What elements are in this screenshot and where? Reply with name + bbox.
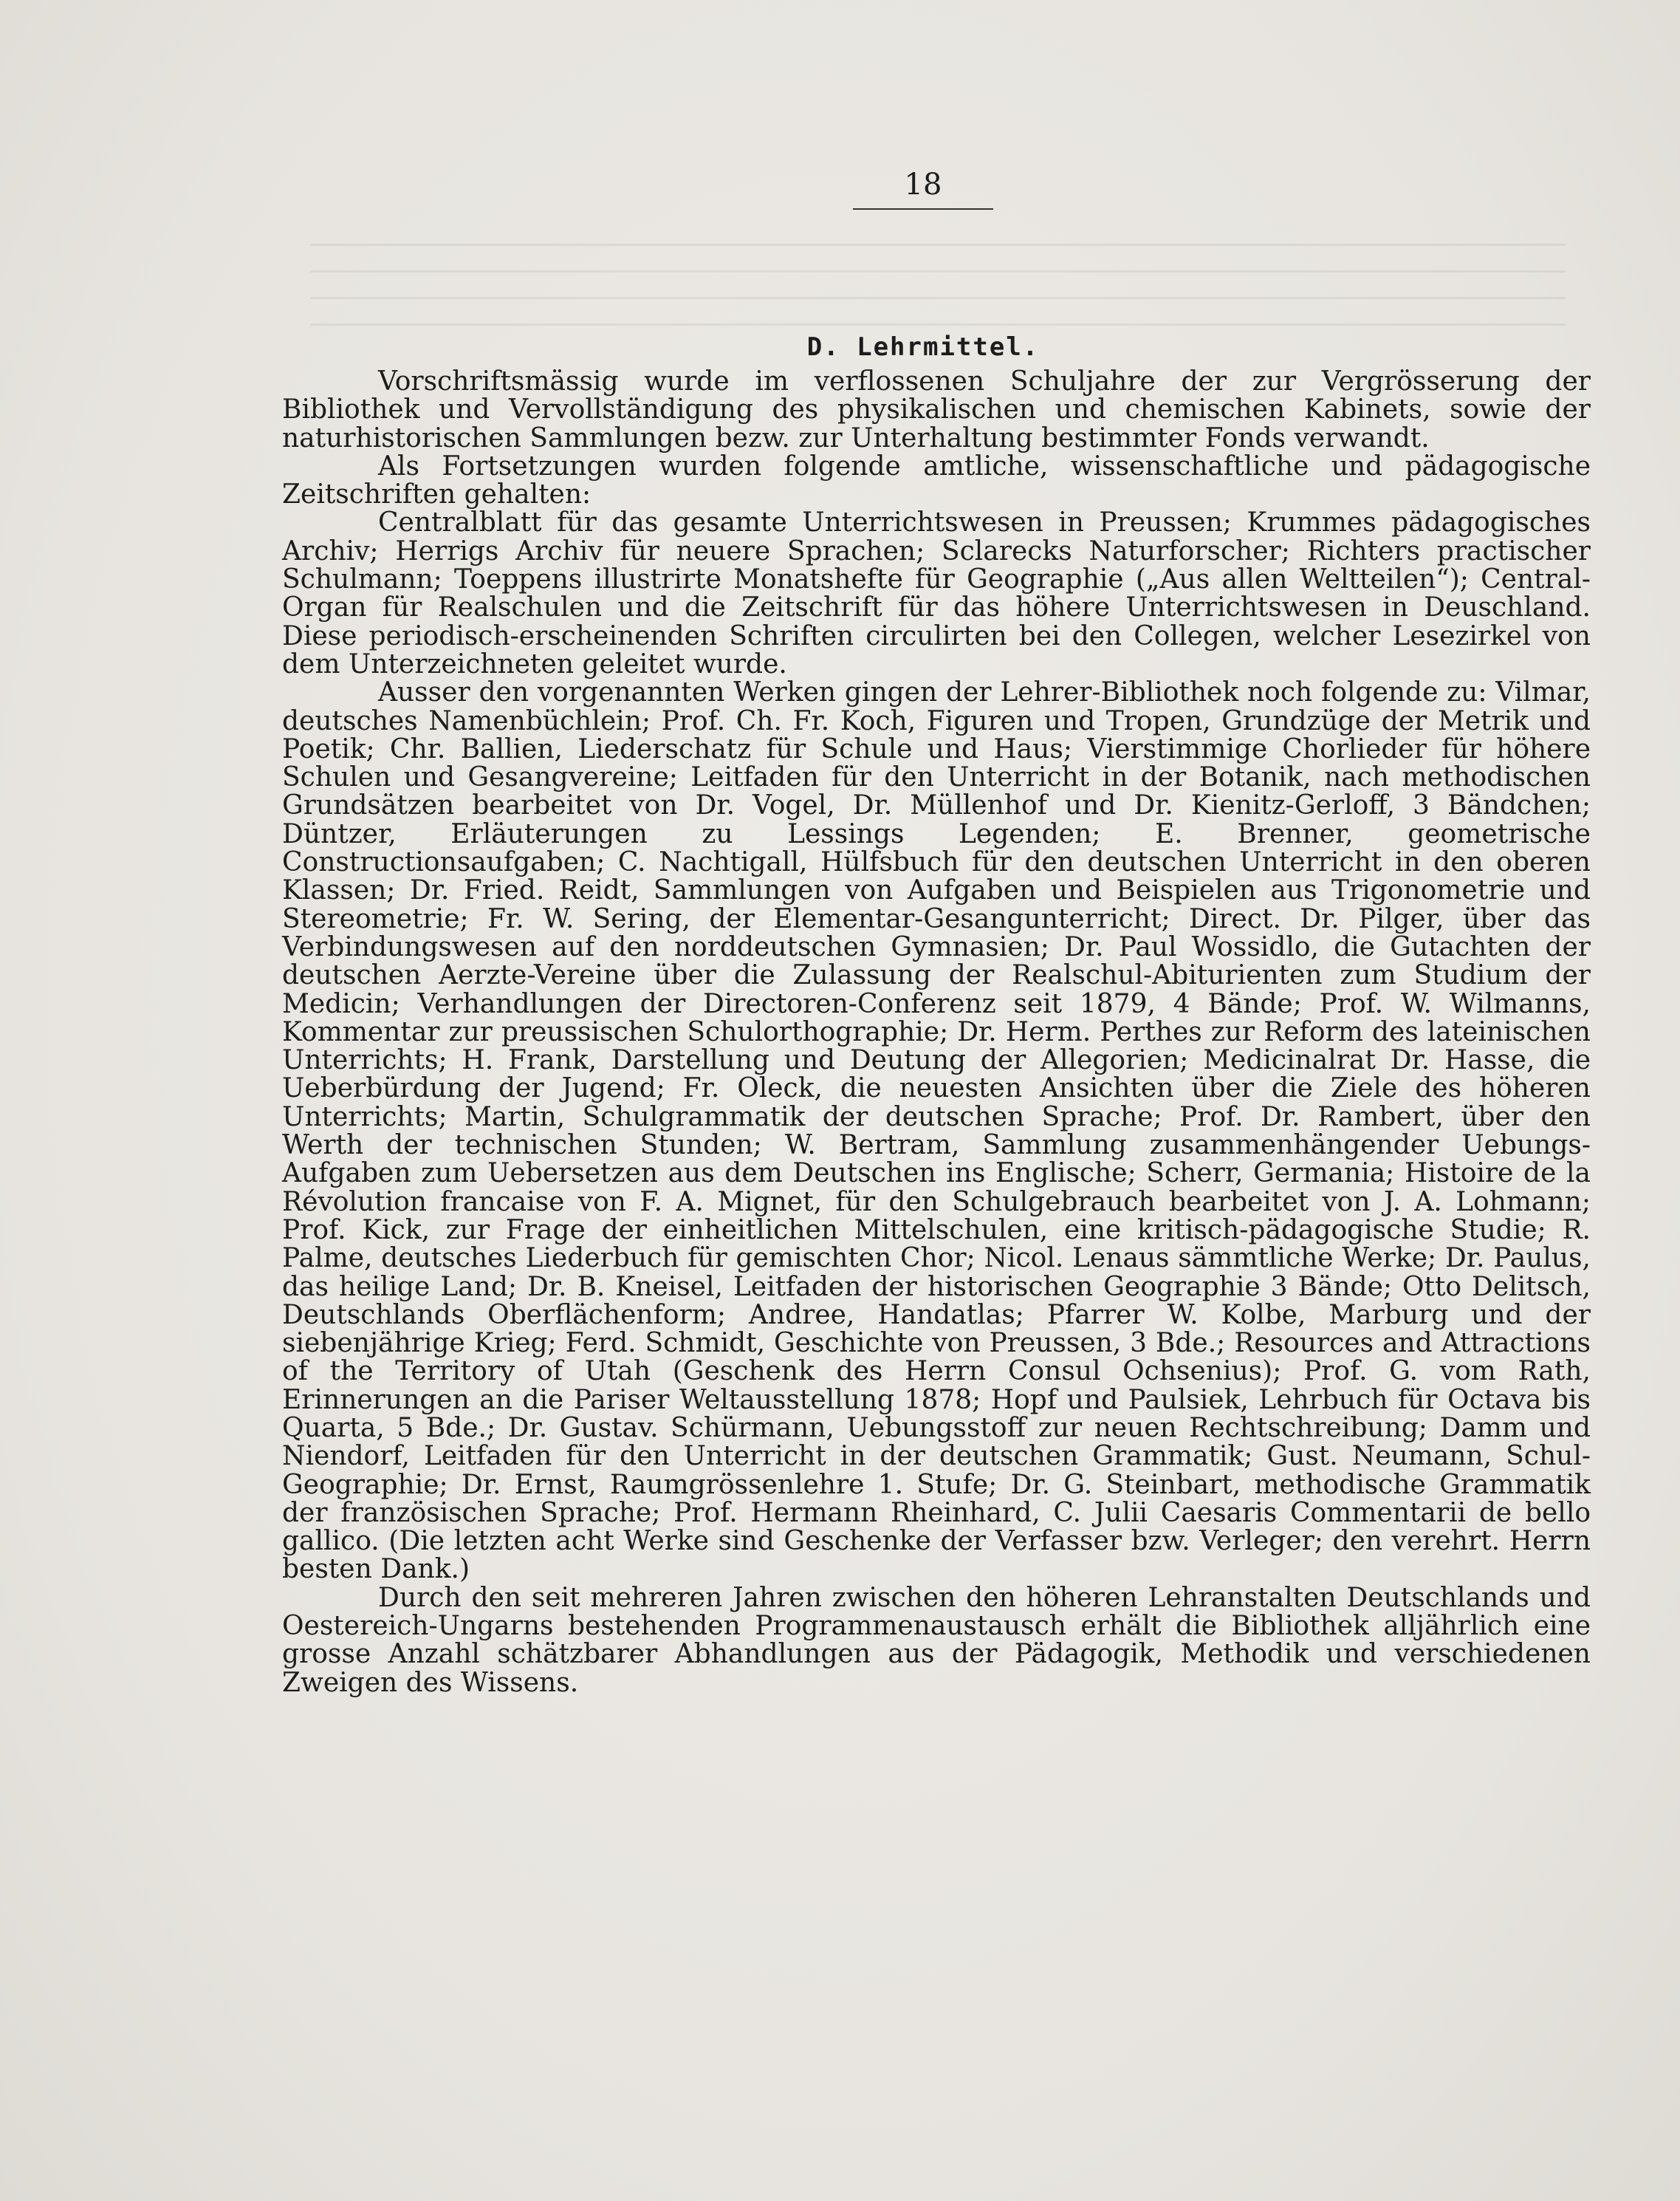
paragraph-periodicals-intro: Als Fortsetzungen wurden folgende amtliche, wissenschaftliche und pädagogische Zeitschriften gehalten: (282, 451, 1591, 510)
paragraph-program-exchange: Durch den seit mehreren Jahren zwischen den höheren Lehranstalten Deutschlands und Oestereich-Ungarns bestehenden Programmenaustausch erhält die Bibliothek alljährlich eine grosse Anzahl schätzbarer Abhandlungen aus der Pädagogik, Methodik und verschiedenen Zweigen des Wissens. (282, 1582, 1591, 1698)
page-number-underline (853, 208, 993, 210)
paragraph-teacher-library: Ausser den vorgenannten Werken gingen der Lehrer-Bibliothek noch folgende zu: Vilmar, deutsches Namenbüchlein; Prof. Ch. Fr. Koch, Figuren und Tropen, Grundzüge der Metrik und Poetik; Chr. Ballien, Liederschatz für Schule und Haus; Vierstimmige Chorlieder für höhere Schulen und Gesangvereine; Leitfaden für den Unterricht in der Botanik, nach methodischen Grundsätzen bearbeitet von Dr. Vogel, Dr. Müllenhof und Dr. Kienitz-Gerloff, 3 Bändchen; Düntzer, Erläuterungen zu Lessings Legenden; E. Brenner, geometrische Constructionsaufgaben; C. Nachtigall, Hülfsbuch für den deutschen Unterricht in den oberen Klassen; Dr. Fried. Reidt, Sammlungen von Aufgaben und Beispielen aus Trigonometrie und Stereometrie; Fr. W. Sering, der Elementar-Gesangunterricht; Direct. Dr. Pilger, über das Verbindungswesen auf den norddeutschen Gymnasien; Dr. Paul Wossidlo, die Gutachten der deutschen Aerzte-Vereine über die Zulassung der Realschul-Abiturienten zum Studium der Medicin; Verhandlungen der Directoren-Conferenz seit 1879, 4 Bände; Prof. W. Wilmanns, Kommentar zur preussischen Schulorthographie; Dr. Herm. Perthes zur Reform des lateinischen Unterrichts; H. Frank, Darstellung und Deutung der Allegorien; Medicinalrat Dr. Hasse, die Ueberbürdung der Jugend; Fr. Oleck, die neuesten Ansichten über die Ziele des höheren Unterrichts; Martin, Schulgrammatik der deutschen Sprache; Prof. Dr. Rambert, über den Werth der technischen Stunden; W. Bertram, Sammlung zusammenhängender Uebungs-Aufgaben zum Uebersetzen aus dem Deutschen ins Englische; Scherr, Germania; Histoire de la Révolution francaise von F. A. Mignet, für den Schulgebrauch bearbeitet von J. A. Lohmann; Prof. Kick, zur Frage der einheitlichen Mittelschulen, eine kritisch-pädagogische Studie; R. Palme, deutsches Liederbuch für gemischten Chor; Nicol. Lenaus sämmtliche Werke; Dr. Paulus, das heilige Land; Dr. B. Kneisel, Leitfaden der historischen Geographie 3 Bände; Otto Delitsch, Deutschlands Oberflächenform; Andree, Handatlas; Pfarrer W. Kolbe, Marburg und der siebenjährige Krieg; Ferd. Schmidt, Geschichte von Preussen, 3 Bde.; Resources and Attractions of the Territory of Utah (Geschenk des Herrn Consul Ochsenius); Prof. G. vom Rath, Erinnerungen an die Pariser Weltausstellung 1878; Hopf und Paulsiek, Lehrbuch für Octava bis Quarta, 5 Bde.; Dr. Gustav. Schürmann, Uebungsstoff zur neuen Rechtschreibung; Damm und Niendorf, Leitfaden für den Unterricht in der deutschen Grammatik; Gust. Neumann, Schul-Geographie; Dr. Ernst, Raumgrössenlehre 1. Stufe; Dr. G. Steinbart, methodische Grammatik der französischen Sprache; Prof. Hermann Rheinhard, C. Julii Caesaris Commentarii de bello gallico. (Die letzten acht Werke sind Geschenke der Verfasser bzw. Verleger; den verehrt. Herrn besten Dank.) (282, 677, 1591, 1585)
body-text (282, 368, 1591, 1697)
show-through-text (310, 244, 1566, 332)
paragraph-library-funds: Vorschriftsmässig wurde im verflossenen Schuljahre der zur Vergrösserung der Bibliothek und Vervollständigung des physikalischen und chemischen Kabinets, sowie der naturhistorischen Sammlungen bezw. zur Unterhaltung bestimmter Fonds verwandt. (282, 366, 1591, 453)
section-heading: D. Lehrmittel. (806, 332, 1040, 362)
page-number: 18 (904, 168, 942, 202)
paragraph-periodicals-list: Centralblatt für das gesamte Unterrichtswesen in Preussen; Krummes pädagogisches Archiv; Herrigs Archiv für neuere Sprachen; Sclarecks Naturforscher; Richters practischer Schulmann; Toeppens illustrirte Monatshefte für Geographie („Aus allen Weltteilen“); Central-Organ für Realschulen und die Zeitschrift für das höhere Unterrichtswesen in Deuschland. Diese periodisch-erscheinenden Schriften circulirten bei den Collegen, welcher Lesezirkel von dem Unterzeichneten geleitet wurde. (282, 507, 1591, 680)
